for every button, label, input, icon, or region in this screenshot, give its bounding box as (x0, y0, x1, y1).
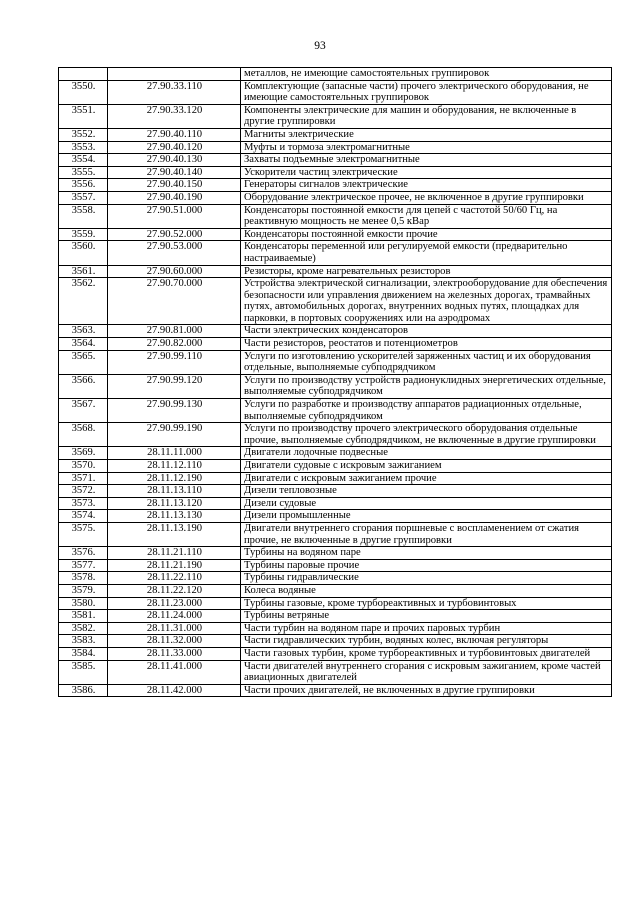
okpd-code: 27.90.51.000 (108, 204, 241, 228)
row-number: 3579. (59, 584, 108, 597)
item-description: Ускорители частиц электрические (241, 166, 612, 179)
item-description: Конденсаторы постоянной емкости прочие (241, 228, 612, 241)
okpd-code: 28.11.13.130 (108, 510, 241, 523)
row-number: 3563. (59, 325, 108, 338)
item-description: Компоненты электрические для машин и оборудования, не включенные в другие группировки (241, 104, 612, 128)
table-row (59, 241, 612, 265)
row-number: 3552. (59, 128, 108, 141)
table-row (59, 68, 612, 81)
okpd-code: 28.11.22.110 (108, 572, 241, 585)
okpd-code: 28.11.12.190 (108, 472, 241, 485)
okpd-code: 28.11.24.000 (108, 610, 241, 623)
row-number: 3577. (59, 559, 108, 572)
row-number: 3576. (59, 547, 108, 560)
item-description: Дизели промышленные (241, 510, 612, 523)
item-description: Конденсаторы постоянной емкости для цепей с частотой 50/60 Гц, на реактивную мощность не менее 0,5 кВар (241, 204, 612, 228)
table-row (59, 684, 612, 697)
okpd-code: 27.90.52.000 (108, 228, 241, 241)
okpd-code: 27.90.82.000 (108, 338, 241, 351)
row-number: 3551. (59, 104, 108, 128)
table-row (59, 660, 612, 684)
row-number: 3562. (59, 278, 108, 325)
item-description: Магниты электрические (241, 128, 612, 141)
row-number: 3558. (59, 204, 108, 228)
row-number: 3572. (59, 485, 108, 498)
row-number: 3582. (59, 622, 108, 635)
okpd-code (108, 68, 241, 81)
okpd-code: 28.11.33.000 (108, 647, 241, 660)
okpd-code: 28.11.42.000 (108, 684, 241, 697)
okpd-code: 27.90.40.140 (108, 166, 241, 179)
table-row (59, 179, 612, 192)
item-description: Услуги по производству устройств радионуклидных энергетических отдельные, выполняемые субподрядчиком (241, 374, 612, 398)
row-number: 3556. (59, 179, 108, 192)
item-description: Турбины газовые, кроме турбореактивных и турбовинтовых (241, 597, 612, 610)
table-row (59, 265, 612, 278)
item-description: Конденсаторы переменной или регулируемой емкости (предварительно настраиваемые) (241, 241, 612, 265)
item-description: Дизели судовые (241, 497, 612, 510)
item-description: Захваты подъемные электромагнитные (241, 154, 612, 167)
item-description: Части газовых турбин, кроме турбореактивных и турбовинтовых двигателей (241, 647, 612, 660)
okpd-code: 27.90.99.120 (108, 374, 241, 398)
okpd-code: 28.11.31.000 (108, 622, 241, 635)
okpd-code: 28.11.13.190 (108, 522, 241, 546)
item-description: Дизели тепловозные (241, 485, 612, 498)
okpd-code: 27.90.40.110 (108, 128, 241, 141)
item-description: Турбины паровые прочие (241, 559, 612, 572)
row-number: 3585. (59, 660, 108, 684)
okpd-code: 27.90.33.120 (108, 104, 241, 128)
row-number: 3564. (59, 338, 108, 351)
okpd-code: 27.90.99.130 (108, 399, 241, 423)
table-row (59, 572, 612, 585)
table-row (59, 80, 612, 104)
table-row (59, 350, 612, 374)
table-row (59, 522, 612, 546)
item-description: Резисторы, кроме нагревательных резисторов (241, 265, 612, 278)
row-number: 3560. (59, 241, 108, 265)
okpd-code: 28.11.11.000 (108, 447, 241, 460)
okpd-code: 28.11.13.110 (108, 485, 241, 498)
table-row (59, 228, 612, 241)
table-row (59, 647, 612, 660)
item-description: Двигатели с искровым зажиганием прочие (241, 472, 612, 485)
row-number: 3574. (59, 510, 108, 523)
item-description: Части резисторов, реостатов и потенциометров (241, 338, 612, 351)
table-row (59, 447, 612, 460)
okpd-code: 27.90.81.000 (108, 325, 241, 338)
okpd-code: 27.90.99.110 (108, 350, 241, 374)
row-number: 3580. (59, 597, 108, 610)
okpd-code: 27.90.40.150 (108, 179, 241, 192)
okpd-code: 28.11.21.110 (108, 547, 241, 560)
item-description: Части турбин на водяном паре и прочих паровых турбин (241, 622, 612, 635)
row-number: 3569. (59, 447, 108, 460)
okpd-code: 27.90.70.000 (108, 278, 241, 325)
item-description: Генераторы сигналов электрические (241, 179, 612, 192)
codes-table (58, 67, 612, 697)
row-number: 3553. (59, 141, 108, 154)
row-number: 3584. (59, 647, 108, 660)
row-number: 3554. (59, 154, 108, 167)
item-description: Колеса водяные (241, 584, 612, 597)
table-row (59, 374, 612, 398)
okpd-code: 27.90.53.000 (108, 241, 241, 265)
okpd-code: 28.11.32.000 (108, 635, 241, 648)
row-number: 3566. (59, 374, 108, 398)
okpd-code: 27.90.40.120 (108, 141, 241, 154)
item-description: Муфты и тормоза электромагнитные (241, 141, 612, 154)
row-number: 3559. (59, 228, 108, 241)
table-row (59, 559, 612, 572)
table-row (59, 154, 612, 167)
table-row (59, 104, 612, 128)
table-row (59, 485, 612, 498)
table-row (59, 635, 612, 648)
table-row (59, 584, 612, 597)
table-row (59, 597, 612, 610)
table-row (59, 128, 612, 141)
item-description: Устройства электрической сигнализации, электрооборудование для обеспечения безопасности или управления движением на железных дорогах, трамвайных путях, автомобильных дорогах, внутренних водных путях, площадках для парковки, в портовых сооружениях или на аэродромах (241, 278, 612, 325)
row-number: 3565. (59, 350, 108, 374)
table-row (59, 497, 612, 510)
item-description: Турбины ветряные (241, 610, 612, 623)
table-row (59, 399, 612, 423)
row-number: 3561. (59, 265, 108, 278)
okpd-code: 28.11.23.000 (108, 597, 241, 610)
row-number: 3555. (59, 166, 108, 179)
row-number: 3567. (59, 399, 108, 423)
row-number: 3570. (59, 460, 108, 473)
row-number: 3586. (59, 684, 108, 697)
table-row (59, 338, 612, 351)
table-row (59, 423, 612, 447)
row-number: 3550. (59, 80, 108, 104)
item-description: Услуги по производству прочего электрического оборудования отдельные прочие, выполняемые субподрядчиком, не включенные в другие группировки (241, 423, 612, 447)
okpd-code: 27.90.33.110 (108, 80, 241, 104)
row-number (59, 68, 108, 81)
table-row (59, 610, 612, 623)
item-description: Турбины гидравлические (241, 572, 612, 585)
row-number: 3578. (59, 572, 108, 585)
okpd-code: 28.11.21.190 (108, 559, 241, 572)
row-number: 3583. (59, 635, 108, 648)
okpd-code: 27.90.60.000 (108, 265, 241, 278)
row-number: 3581. (59, 610, 108, 623)
row-number: 3568. (59, 423, 108, 447)
item-description: Части двигателей внутреннего сгорания с искровым зажиганием, кроме частей авиационных двигателей (241, 660, 612, 684)
table-row (59, 547, 612, 560)
item-description: металлов, не имеющие самостоятельных группировок (241, 68, 612, 81)
okpd-code: 28.11.41.000 (108, 660, 241, 684)
table-row (59, 622, 612, 635)
table-row (59, 204, 612, 228)
table-row (59, 325, 612, 338)
row-number: 3573. (59, 497, 108, 510)
item-description: Двигатели внутреннего сгорания поршневые с воспламенением от сжатия прочие, не включенные в другие группировки (241, 522, 612, 546)
okpd-code: 28.11.22.120 (108, 584, 241, 597)
item-description: Турбины на водяном паре (241, 547, 612, 560)
row-number: 3575. (59, 522, 108, 546)
page-number: 93 (314, 40, 326, 52)
item-description: Услуги по изготовлению ускорителей заряженных частиц и их оборудования отдельные, выполняемые субподрядчиком (241, 350, 612, 374)
okpd-code: 27.90.40.190 (108, 191, 241, 204)
row-number: 3571. (59, 472, 108, 485)
item-description: Части прочих двигателей, не включенных в другие группировки (241, 684, 612, 697)
item-description: Части гидравлических турбин, водяных колес, включая регуляторы (241, 635, 612, 648)
table-row (59, 472, 612, 485)
table-row (59, 141, 612, 154)
table-row (59, 460, 612, 473)
okpd-code: 27.90.99.190 (108, 423, 241, 447)
okpd-code: 27.90.40.130 (108, 154, 241, 167)
row-number: 3557. (59, 191, 108, 204)
table-row (59, 510, 612, 523)
table-row (59, 191, 612, 204)
item-description: Комплектующие (запасные части) прочего электрического оборудования, не имеющие самостоятельных группировок (241, 80, 612, 104)
item-description: Двигатели судовые с искровым зажиганием (241, 460, 612, 473)
table-row (59, 278, 612, 325)
okpd-code: 28.11.12.110 (108, 460, 241, 473)
okpd-code: 28.11.13.120 (108, 497, 241, 510)
item-description: Оборудование электрическое прочее, не включенное в другие группировки (241, 191, 612, 204)
item-description: Части электрических конденсаторов (241, 325, 612, 338)
item-description: Двигатели лодочные подвесные (241, 447, 612, 460)
item-description: Услуги по разработке и производству аппаратов радиационных отдельные, выполняемые субподрядчиком (241, 399, 612, 423)
table-row (59, 166, 612, 179)
codes-table-body (59, 68, 612, 697)
